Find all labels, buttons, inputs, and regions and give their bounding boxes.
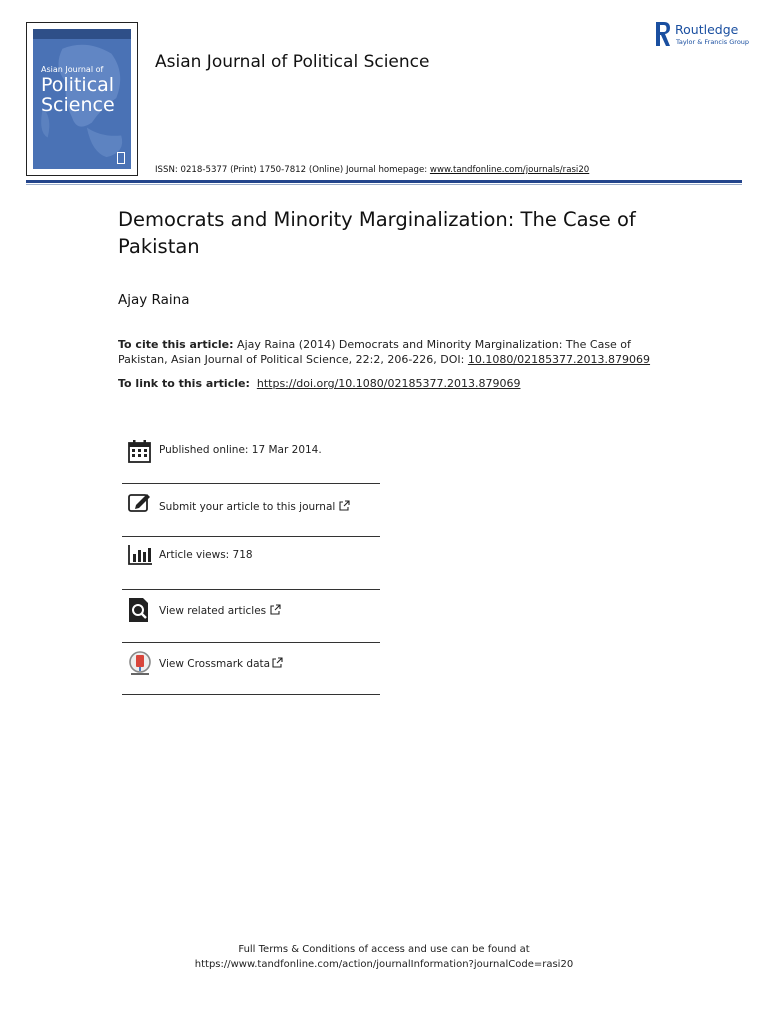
crossmark-row[interactable] [122, 646, 380, 686]
citation-label: To cite this article: [118, 338, 234, 351]
footer-terms-line1: Full Terms & Conditions of access and use can be found at [238, 944, 530, 955]
article-link-label: To link to this article: [118, 377, 250, 390]
article-views-row [122, 540, 380, 580]
submit-article-label: Submit your article to this journal [159, 501, 336, 513]
article-link-block [118, 377, 520, 390]
publisher-logo[interactable] [654, 20, 748, 50]
calendar-icon [127, 438, 153, 464]
submit-article-row[interactable] [122, 488, 380, 528]
submit-article-text[interactable] [159, 500, 350, 513]
related-articles-label: View related articles [159, 605, 267, 617]
citation-block [118, 337, 678, 367]
document-search-icon [127, 597, 153, 623]
publisher-name: Routledge [675, 22, 739, 37]
article-author: Ajay Raina [118, 292, 190, 308]
divider [122, 589, 380, 590]
citation-doi-link[interactable]: 10.1080/02185377.2013.879069 [467, 353, 651, 366]
cover-title-science: Science [41, 94, 115, 116]
published-online-row [122, 436, 380, 476]
header-rule [26, 180, 742, 183]
related-articles-text[interactable] [159, 604, 281, 617]
article-doi-url[interactable]: https://doi.org/10.1080/02185377.2013.879069 [256, 377, 521, 390]
divider [122, 536, 380, 537]
external-link-icon [339, 500, 350, 511]
bar-chart-icon [127, 542, 153, 568]
published-online-text: Published online: 17 Mar 2014. [159, 444, 322, 456]
related-articles-row[interactable] [122, 593, 380, 633]
cover-top-strip [33, 29, 131, 39]
cover-title-political: Political [41, 74, 115, 96]
cover-title-small: Asian Journal of [41, 65, 104, 74]
publisher-subtitle: Taylor & Francis Group [676, 38, 750, 46]
article-views-text: Article views: 718 [159, 549, 253, 561]
article-title: Democrats and Minority Marginalization: The Case of Pakistan [118, 208, 636, 258]
footer-terms-url[interactable]: https://www.tandfonline.com/action/journalInformation?journalCode=rasi20 [194, 959, 574, 970]
edit-icon [127, 490, 153, 516]
cover-image [33, 29, 131, 169]
journal-title: Asian Journal of Political Science [155, 52, 430, 72]
crossmark-label: View Crossmark data [159, 658, 271, 670]
issn-line [155, 165, 589, 175]
external-link-icon [270, 604, 281, 615]
journal-cover [26, 22, 138, 176]
external-link-icon [272, 657, 283, 668]
crossmark-icon [127, 650, 153, 676]
journal-homepage-link[interactable]: www.tandfonline.com/journals/rasi20 [429, 165, 590, 175]
cover-publisher-logo [117, 152, 125, 164]
issn-text: ISSN: 0218-5377 (Print) 1750-7812 (Online) Journal homepage: [155, 165, 430, 175]
divider [122, 483, 380, 484]
crossmark-text[interactable] [159, 657, 283, 670]
citation-text: Ajay Raina (2014) Democrats and Minority Marginalization: The Case of Pakistan, Asian Journal of Political Science, 22:2, 206-226, DOI: [118, 338, 631, 366]
divider [122, 694, 380, 695]
routledge-r-icon [654, 20, 672, 48]
footer-terms [0, 942, 768, 972]
divider [122, 642, 380, 643]
header-rule-thin [26, 184, 742, 185]
